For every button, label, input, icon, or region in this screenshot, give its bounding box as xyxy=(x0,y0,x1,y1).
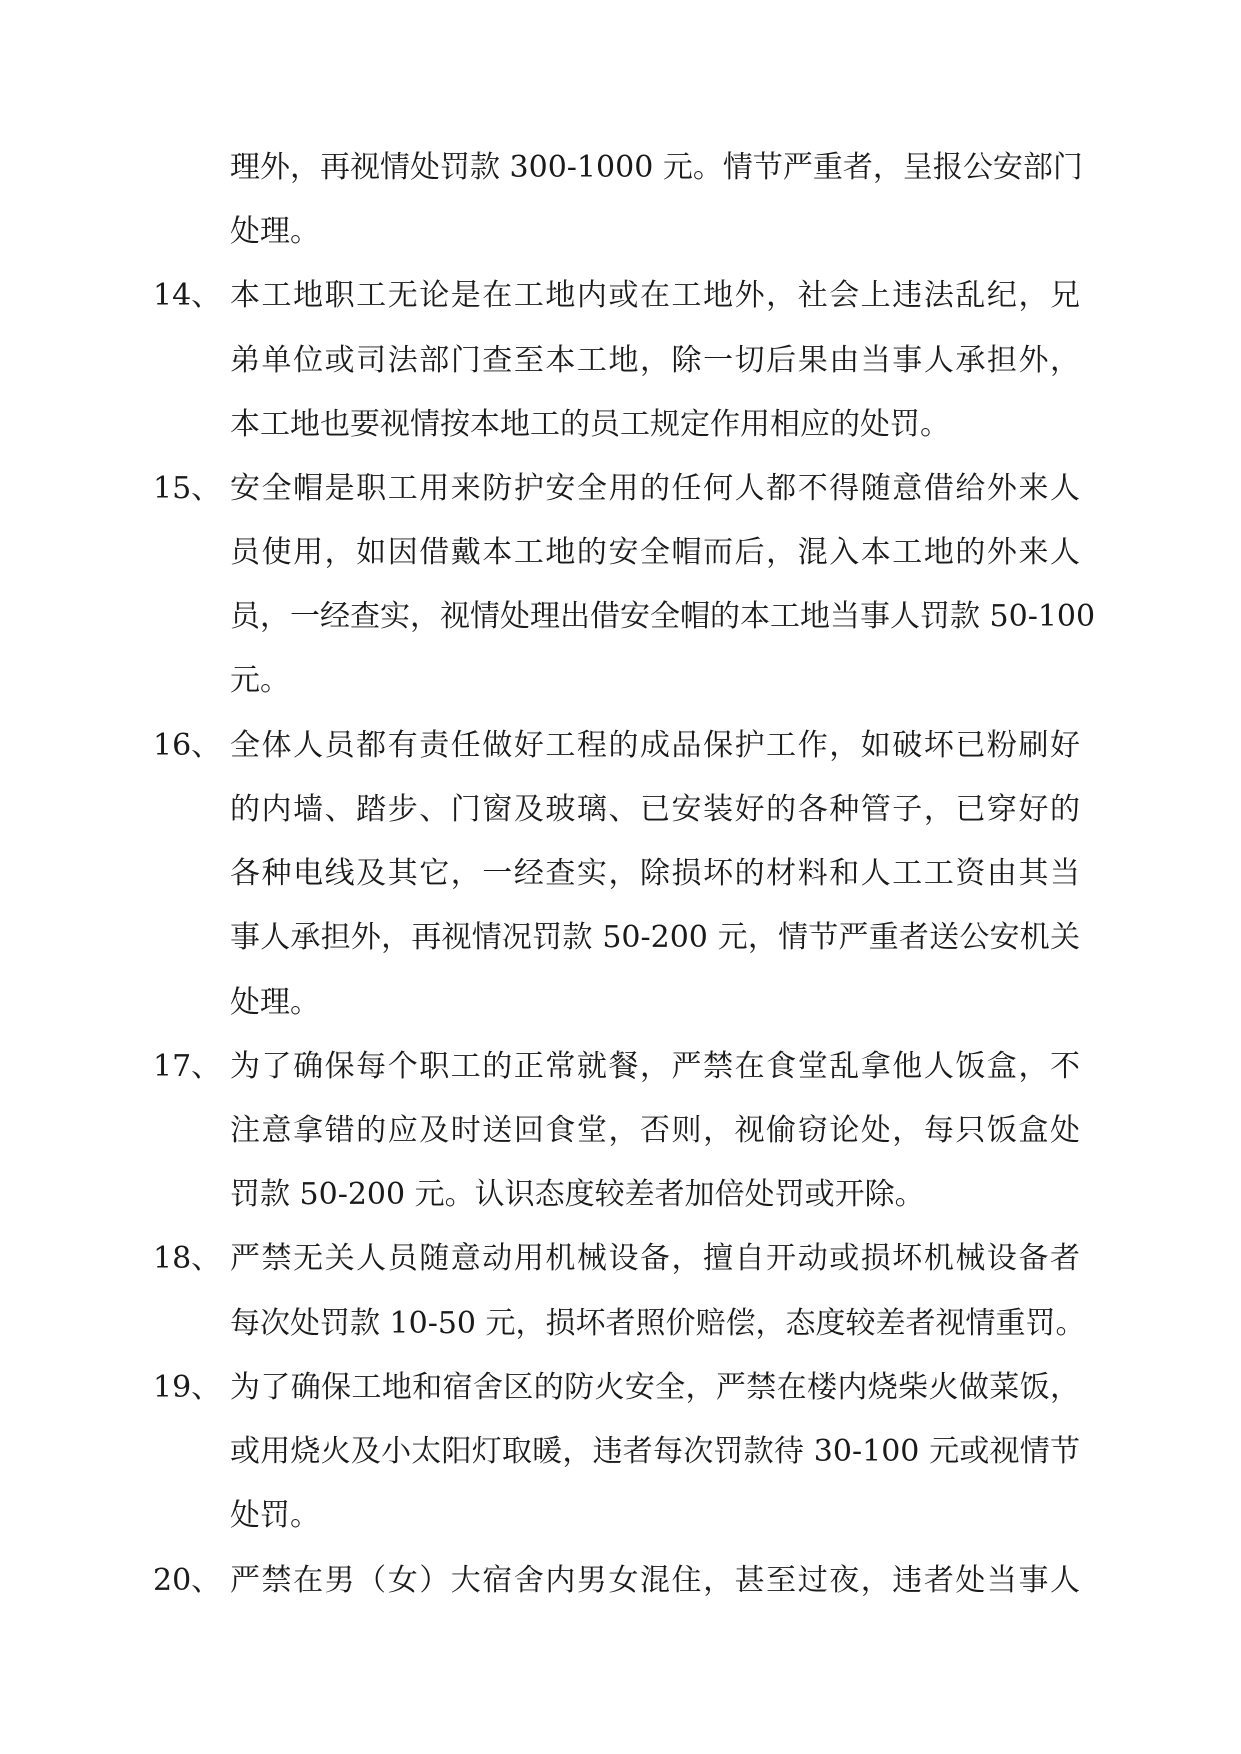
item-number: 17、 xyxy=(153,1049,222,1084)
paragraph-line: 为了确保工地和宿舍区的防火安全，严禁在楼内烧柴火做菜饭， xyxy=(230,1370,1080,1405)
paragraph-line: 全体人员都有责任做好工程的成品保护工作，如破坏已粉刷好 xyxy=(230,728,1080,763)
paragraph-line: 员，一经查实，视情处理出借安全帽的本工地当事人罚款 50-100 xyxy=(230,599,1096,634)
paragraph-line: 注意拿错的应及时送回食堂，否则，视偷窃论处，每只饭盒处 xyxy=(230,1113,1080,1148)
paragraph-line: 或用烧火及小太阳灯取暖，违者每次罚款待 30-100 元或视情节 xyxy=(230,1434,1080,1469)
paragraph-line: 处理。 xyxy=(230,214,320,249)
paragraph-line: 元。 xyxy=(230,663,290,698)
paragraph-line: 处理。 xyxy=(230,985,320,1020)
paragraph-line: 处罚。 xyxy=(230,1498,320,1533)
paragraph-line: 安全帽是职工用来防护安全用的任何人都不得随意借给外来人 xyxy=(230,471,1080,506)
paragraph-line: 的内墙、踏步、门窗及玻璃、已安装好的各种管子，已穿好的 xyxy=(230,792,1080,827)
paragraph-line: 各种电线及其它，一经查实，除损坏的材料和人工工资由其当 xyxy=(230,856,1080,891)
paragraph-line: 为了确保每个职工的正常就餐，严禁在食堂乱拿他人饭盒，不 xyxy=(230,1049,1080,1084)
paragraph-line: 本工地职工无论是在工地内或在工地外，社会上违法乱纪，兄 xyxy=(230,278,1080,313)
item-number: 16、 xyxy=(153,728,222,763)
item-number: 19、 xyxy=(153,1370,222,1405)
item-number: 20、 xyxy=(153,1563,222,1598)
item-number: 15、 xyxy=(153,471,222,506)
item-number: 18、 xyxy=(153,1241,222,1276)
paragraph-line: 弟单位或司法部门查至本工地，除一切后果由当事人承担外， xyxy=(230,343,1080,378)
paragraph-line: 罚款 50-200 元。认识态度较差者加倍处罚或开除。 xyxy=(230,1177,925,1212)
paragraph-line: 每次处罚款 10-50 元，损坏者照价赔偿，态度较差者视情重罚。 xyxy=(230,1306,1086,1341)
paragraph-line: 严禁无关人员随意动用机械设备，擅自开动或损坏机械设备者 xyxy=(230,1241,1080,1276)
paragraph-line: 员使用，如因借戴本工地的安全帽而后，混入本工地的外来人 xyxy=(230,535,1080,570)
paragraph-line: 严禁在男（女）大宿舍内男女混住，甚至过夜，违者处当事人 xyxy=(230,1563,1080,1598)
paragraph-line: 本工地也要视情按本地工的员工规定作用相应的处罚。 xyxy=(230,407,950,442)
paragraph-line: 事人承担外，再视情况罚款 50-200 元，情节严重者送公安机关 xyxy=(230,920,1080,955)
item-number: 14、 xyxy=(153,278,222,313)
paragraph-line: 理外，再视情处罚款 300-1000 元。情节严重者，呈报公安部门 xyxy=(230,150,1083,185)
